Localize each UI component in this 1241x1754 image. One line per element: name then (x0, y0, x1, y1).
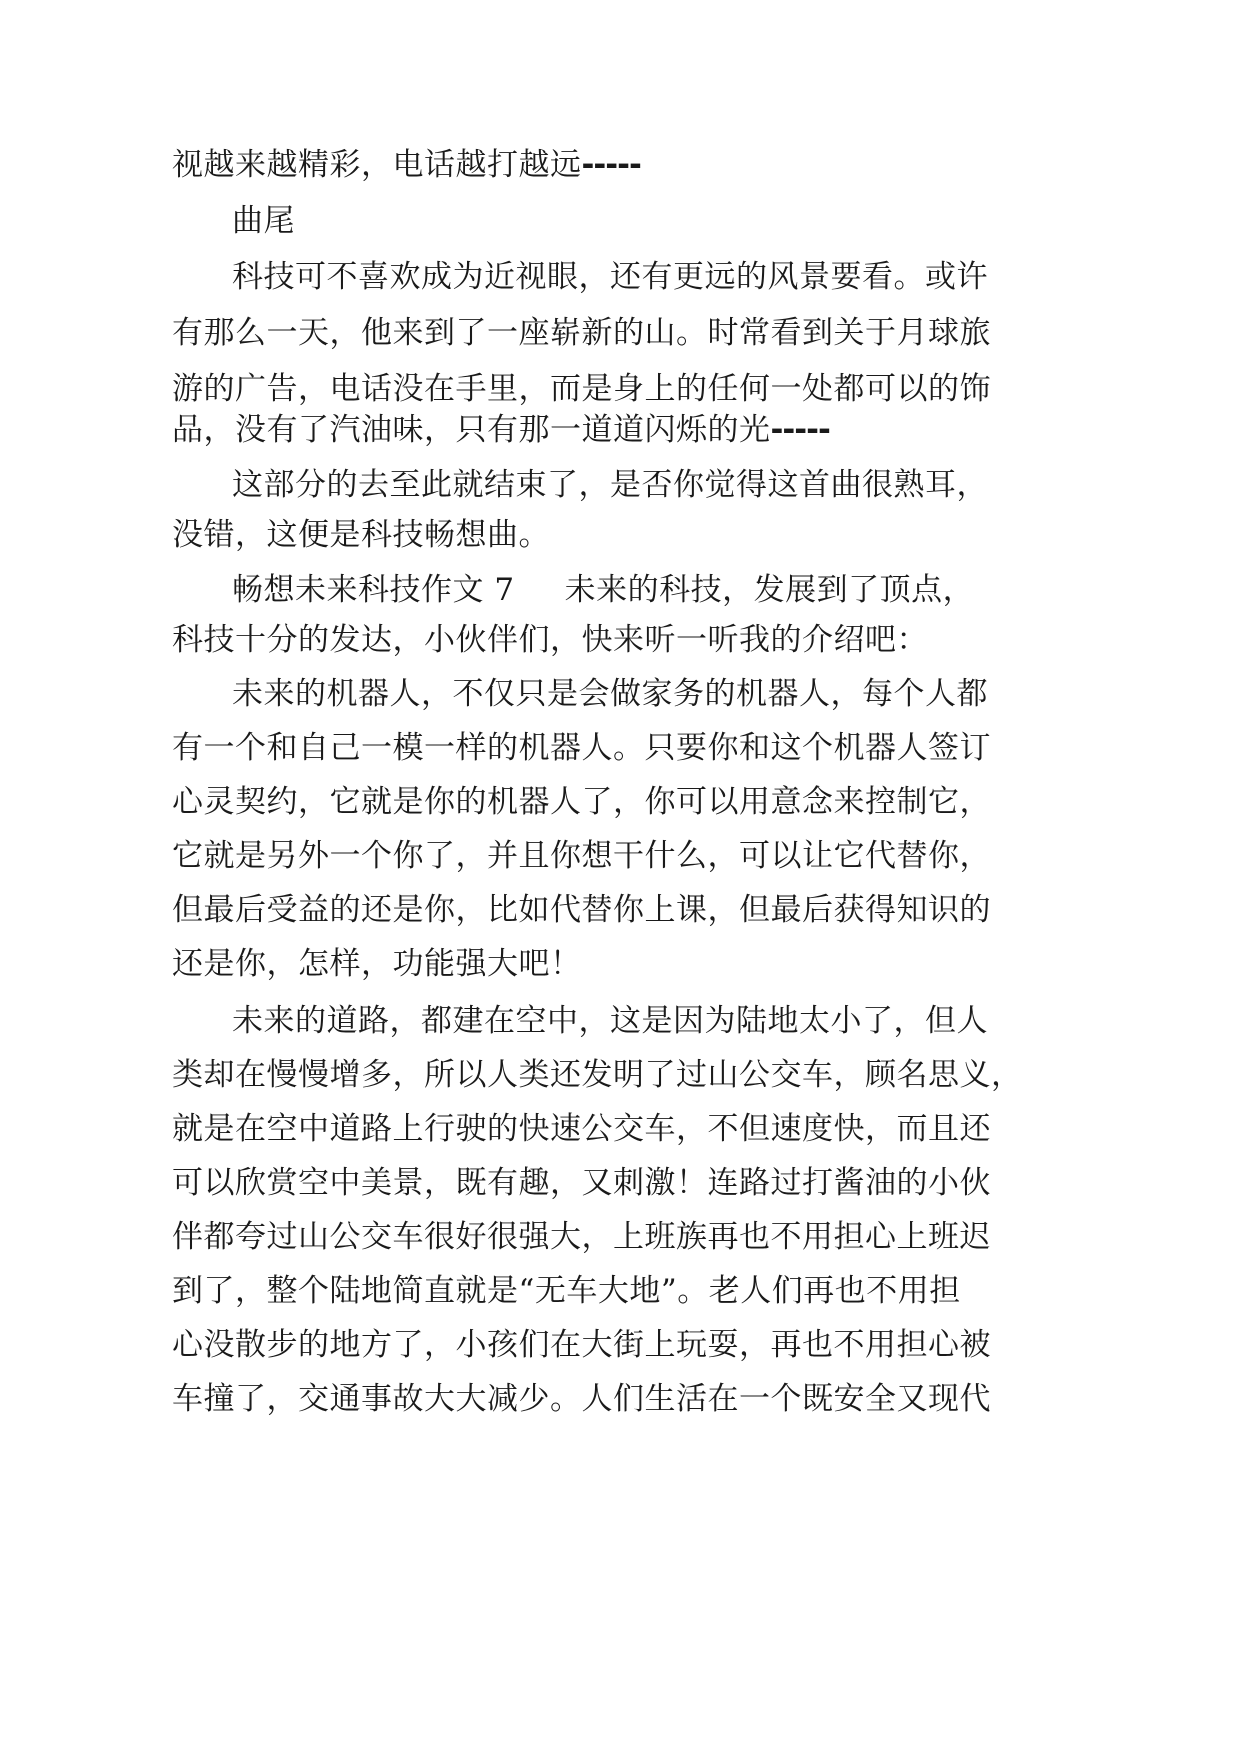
text-line (172, 620, 928, 660)
dash-mark: ----- (581, 147, 641, 183)
text-line (232, 257, 988, 297)
essay-title-line (232, 570, 974, 610)
text-line (172, 1271, 961, 1311)
line-text: 但最后受益的还是你，比如代替你上课，但最后获得知识的 (172, 892, 991, 928)
line-text: 到了，整个陆地简直就是“无车大地”。老人们再也不用担 (172, 1273, 961, 1309)
line-text: 还是你，怎样，功能强大吧！ (172, 946, 582, 982)
dash-mark: ----- (770, 412, 830, 448)
text-line (172, 145, 641, 185)
text-line (172, 515, 550, 555)
text-line (172, 369, 991, 409)
line-text: 类却在慢慢增多，所以人类还发明了过山公交车，顾名思义， (172, 1057, 1023, 1093)
line-text: 未来的机器人，不仅只是会做家务的机器人，每个人都 (232, 676, 988, 712)
line-text: 它就是另外一个你了，并且你想干什么，可以让它代替你， (172, 838, 991, 874)
line-text: 品，没有了汽油味，只有那一道道闪烁的光 (172, 412, 771, 448)
line-text: 游的广告，电话没在手里，而是身上的任何一处都可以的饰 (172, 371, 991, 407)
essay-title: 畅想未来科技作文 7 (232, 572, 515, 608)
line-text: 有那么一天，他来到了一座崭新的山。时常看到关于月球旅 (172, 315, 991, 351)
text-line (172, 782, 991, 822)
line-text: 科技十分的发达，小伙伴们，快来听一听我的介绍吧： (172, 622, 928, 658)
line-text: 有一个和自己一模一样的机器人。只要你和这个机器人签订 (172, 730, 991, 766)
text-line (172, 1163, 991, 1203)
text-line (232, 674, 988, 714)
line-text: 心没散步的地方了，小孩们在大街上玩耍，再也不用担心被 (172, 1327, 991, 1363)
line-text: 这部分的去至此就结束了，是否你觉得这首曲很熟耳， (232, 467, 988, 503)
text-line (172, 944, 582, 984)
text-line (172, 890, 991, 930)
line-text: 伴都夸过山公交车很好很强大，上班族再也不用担心上班迟 (172, 1219, 991, 1255)
text-line (172, 1055, 1023, 1095)
line-text: 视越来越精彩，电话越打越远 (172, 147, 582, 183)
text-line (172, 1109, 991, 1149)
text-line (172, 1325, 991, 1365)
line-text: 就是在空中道路上行驶的快速公交车，不但速度快，而且还 (172, 1111, 991, 1147)
line-text: 未来的道路，都建在空中，这是因为陆地太小了，但人 (232, 1003, 988, 1039)
line-text: 车撞了，交通事故大大减少。人们生活在一个既安全又现代 (172, 1381, 991, 1417)
line-text: 可以欣赏空中美景，既有趣，又刺激！连路过打酱油的小伙 (172, 1165, 991, 1201)
line-text: 心灵契约，它就是你的机器人了，你可以用意念来控制它， (172, 784, 991, 820)
text-line (232, 465, 988, 505)
text-line (172, 410, 830, 450)
text-line (172, 1217, 991, 1257)
text-line (172, 1379, 991, 1419)
line-text: 没错，这便是科技畅想曲。 (172, 517, 550, 553)
line-text: 曲尾 (232, 203, 295, 239)
line-text: 未来的科技，发展到了顶点， (564, 572, 975, 608)
text-line (172, 313, 991, 353)
line-text: 科技可不喜欢成为近视眼，还有更远的风景要看。或许 (232, 259, 988, 295)
text-line (172, 836, 991, 876)
section-heading (232, 201, 295, 241)
text-line (232, 1001, 988, 1041)
text-line (172, 728, 991, 768)
